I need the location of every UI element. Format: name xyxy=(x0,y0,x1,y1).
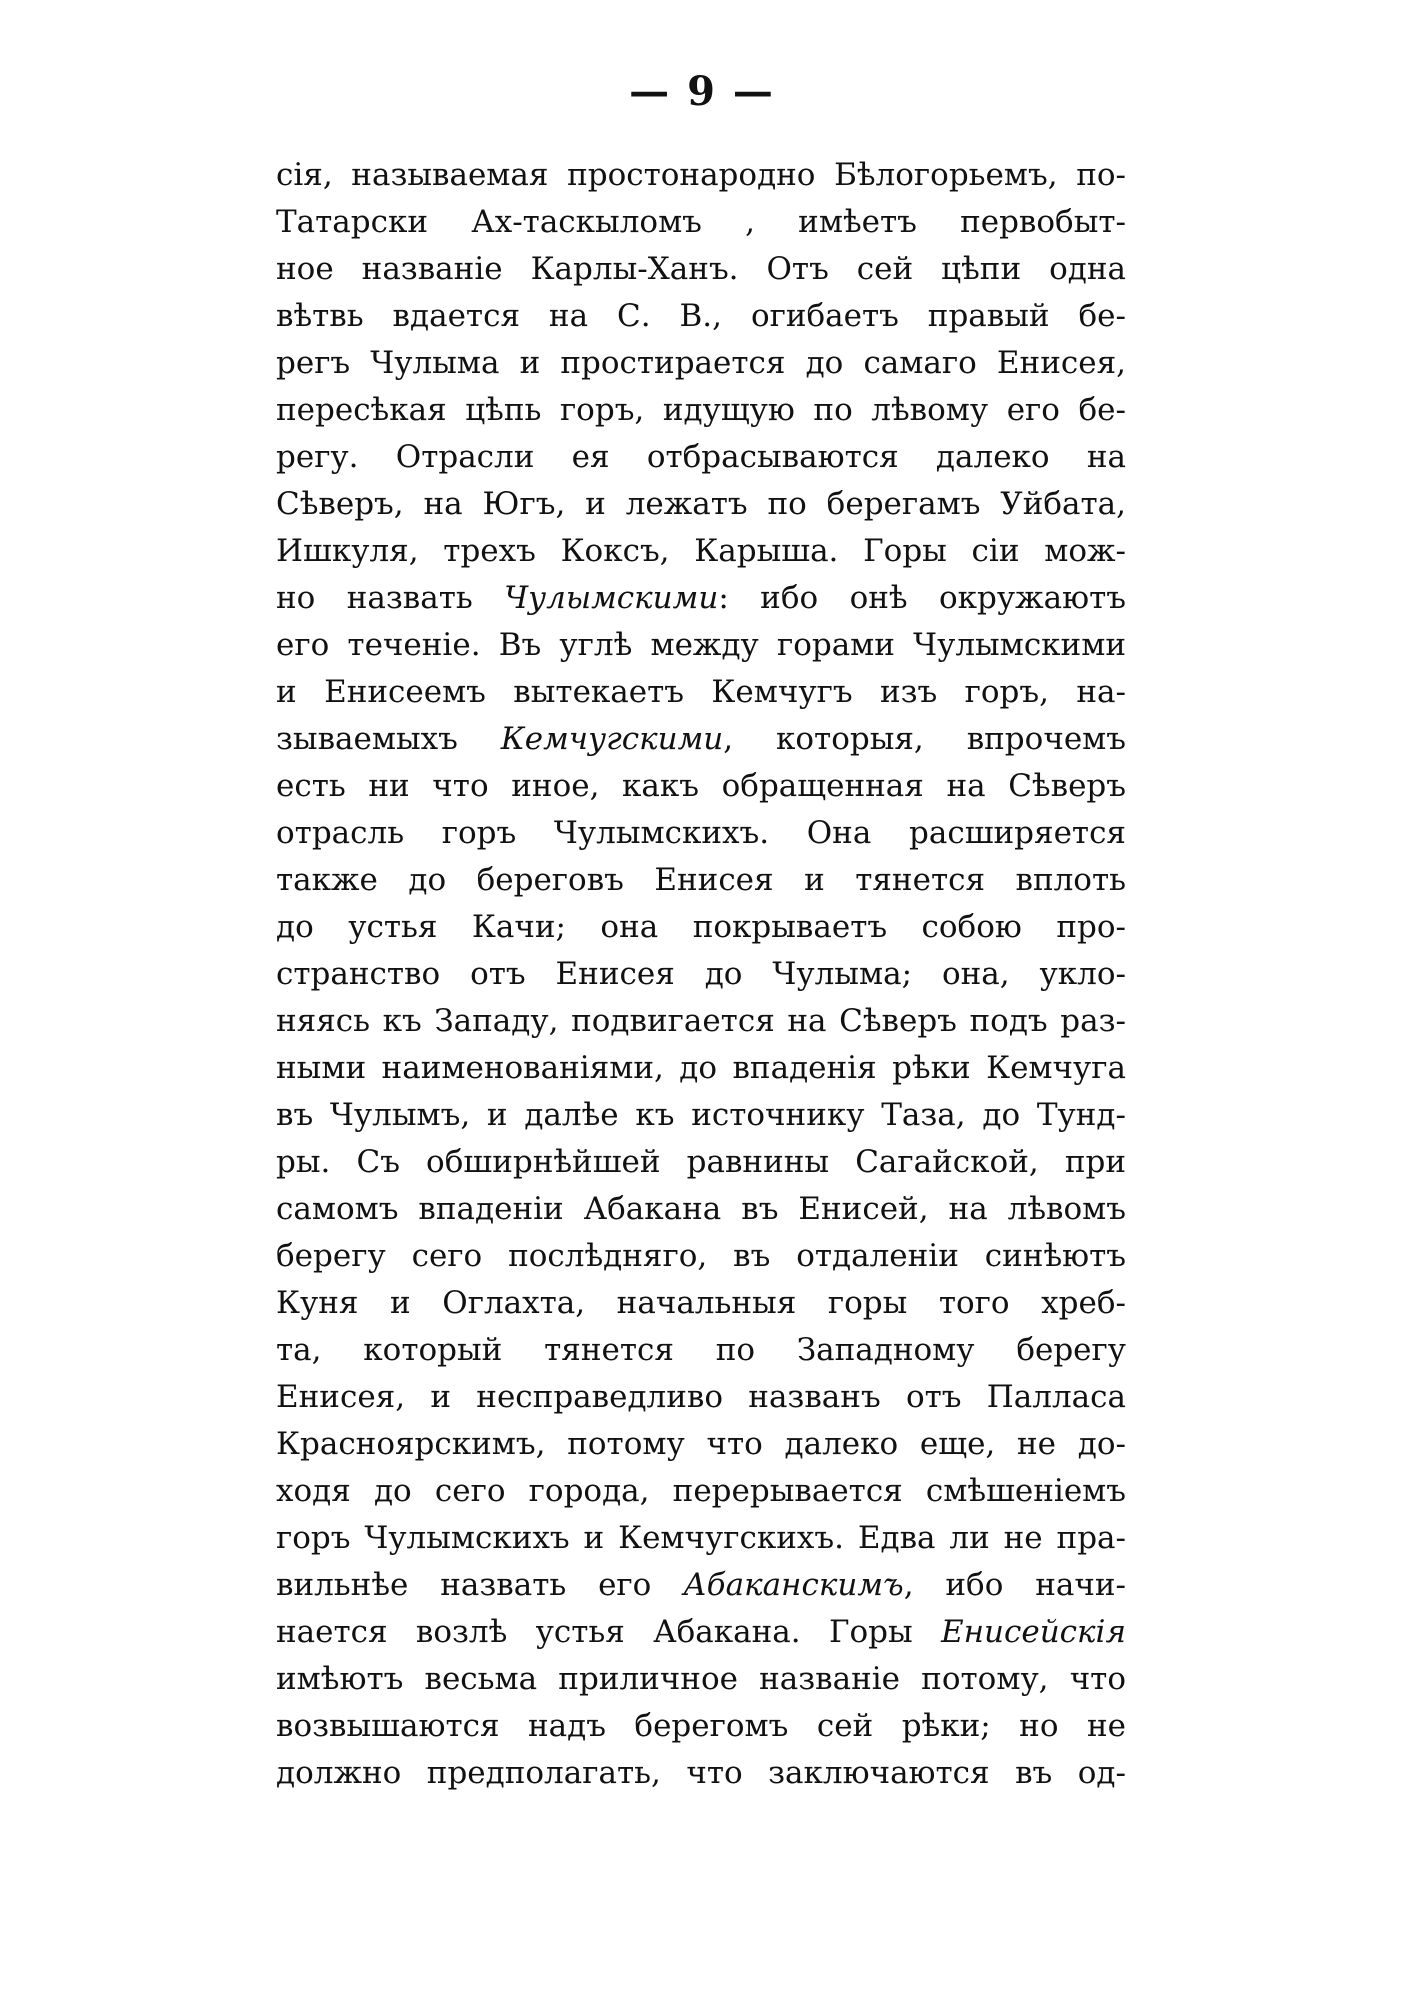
text-line xyxy=(276,1421,1126,1468)
text-line xyxy=(276,1280,1126,1327)
text-line xyxy=(276,481,1126,528)
text-line xyxy=(276,716,1126,763)
text-segment: странство отъ Енисея до Чулыма; она, укло- xyxy=(276,956,1126,992)
text-line xyxy=(276,152,1126,199)
text-line xyxy=(276,622,1126,669)
text-segment: Енисея, и несправедливо названъ отъ Палласа xyxy=(276,1379,1126,1415)
text-line xyxy=(276,575,1126,622)
text-segment: няясь къ Западу, подвигается на Сѣверъ подъ раз- xyxy=(276,1003,1126,1039)
text-segment: Татарски Ах-таскыломъ , имѣетъ первобыт- xyxy=(276,204,1126,240)
text-segment: регу. Отрасли ея отбрасываются далеко на xyxy=(276,439,1126,475)
text-segment: горъ Чулымскихъ и Кемчугскихъ. Едва ли не пра- xyxy=(276,1520,1126,1556)
italic-term: Абаканскимъ xyxy=(683,1567,904,1603)
text-line xyxy=(276,199,1126,246)
page-number: — 9 — xyxy=(629,68,775,115)
text-segment: его теченіе. Въ углѣ между горами Чулымскими xyxy=(276,627,1126,663)
text-segment: ное названіе Карлы-Ханъ. Отъ сей цѣпи одна xyxy=(276,251,1126,287)
text-line xyxy=(276,810,1126,857)
text-segment: вѣтвь вдается на С. В., огибаетъ правый бе- xyxy=(276,298,1126,334)
text-line xyxy=(276,669,1126,716)
italic-term: Енисейскія xyxy=(940,1614,1126,1650)
text-line xyxy=(276,857,1126,904)
text-line xyxy=(276,246,1126,293)
text-line xyxy=(276,998,1126,1045)
text-segment: имѣютъ весьма приличное названіе потому, что xyxy=(276,1661,1126,1697)
text-line xyxy=(276,434,1126,481)
text-segment: зываемыхъ xyxy=(276,721,501,757)
text-segment: ры. Съ обширнѣйшей равнины Сагайской, при xyxy=(276,1144,1126,1180)
text-segment: пересѣкая цѣпь горъ, идущую по лѣвому его бе- xyxy=(276,392,1126,428)
text-line xyxy=(276,1186,1126,1233)
text-line xyxy=(276,1139,1126,1186)
text-segment: но назвать xyxy=(276,580,505,616)
text-line xyxy=(276,763,1126,810)
text-line xyxy=(276,1045,1126,1092)
text-segment: до устья Качи; она покрываетъ собою про- xyxy=(276,909,1126,945)
text-line xyxy=(276,340,1126,387)
text-segment: , ибо начи- xyxy=(903,1567,1126,1603)
text-segment: въ Чулымъ, и далѣе къ источнику Таза, до Тунд- xyxy=(276,1097,1126,1133)
text-segment: возвышаются надъ берегомъ сей рѣки; но не xyxy=(276,1708,1126,1744)
text-line xyxy=(276,1233,1126,1280)
text-line xyxy=(276,1750,1126,1797)
text-line xyxy=(276,1562,1126,1609)
text-line xyxy=(276,293,1126,340)
text-line xyxy=(276,951,1126,998)
text-segment: есть ни что иное, какъ обращенная на Сѣверъ xyxy=(276,768,1126,804)
text-segment: берегу сего послѣдняго, въ отдаленіи синѣютъ xyxy=(276,1238,1126,1274)
text-segment: Сѣверъ, на Югъ, и лежатъ по берегамъ Уйбата, xyxy=(276,486,1126,522)
italic-term: Чулымскими xyxy=(504,580,719,616)
text-line xyxy=(276,1656,1126,1703)
italic-term: Кемчугскими xyxy=(500,721,724,757)
text-segment: : ибо онѣ окружаютъ xyxy=(718,580,1126,616)
text-segment: нается возлѣ устья Абакана. Горы xyxy=(276,1614,941,1650)
text-line xyxy=(276,1327,1126,1374)
body-text xyxy=(276,152,1126,1797)
text-line xyxy=(276,1374,1126,1421)
text-segment: также до береговъ Енисея и тянется вплоть xyxy=(276,862,1126,898)
text-segment: Ишкуля, трехъ Коксъ, Карыша. Горы сіи мож- xyxy=(276,533,1126,569)
text-line xyxy=(276,1092,1126,1139)
text-line xyxy=(276,1703,1126,1750)
text-segment: та, который тянется по Западному берегу xyxy=(276,1332,1126,1368)
text-segment: самомъ впаденіи Абакана въ Енисей, на лѣвомъ xyxy=(276,1191,1126,1227)
text-segment: , которыя, впрочемъ xyxy=(723,721,1126,757)
text-line xyxy=(276,528,1126,575)
text-line xyxy=(276,1515,1126,1562)
text-segment: Куня и Оглахта, начальныя горы того хреб- xyxy=(276,1285,1126,1321)
text-segment: вильнѣе назвать его xyxy=(276,1567,684,1603)
text-segment: Красноярскимъ, потому что далеко еще, не до- xyxy=(276,1426,1126,1462)
text-segment: ными наименованіями, до впаденія рѣки Кемчуга xyxy=(276,1050,1126,1086)
text-line xyxy=(276,904,1126,951)
text-segment: ходя до сего города, перерывается смѣшеніемъ xyxy=(276,1473,1126,1509)
text-line xyxy=(276,1609,1126,1656)
text-segment: и Енисеемъ вытекаетъ Кемчугъ изъ горъ, на- xyxy=(276,674,1126,710)
text-segment: сія, называемая простонародно Бѣлогорьемъ, по- xyxy=(276,157,1126,193)
text-segment: регъ Чулыма и простирается до самаго Енисея, xyxy=(276,345,1126,381)
text-segment: должно предполагать, что заключаются въ од- xyxy=(276,1755,1126,1791)
text-segment: отрасль горъ Чулымскихъ. Она расширяется xyxy=(276,815,1126,851)
text-line xyxy=(276,1468,1126,1515)
text-line xyxy=(276,387,1126,434)
